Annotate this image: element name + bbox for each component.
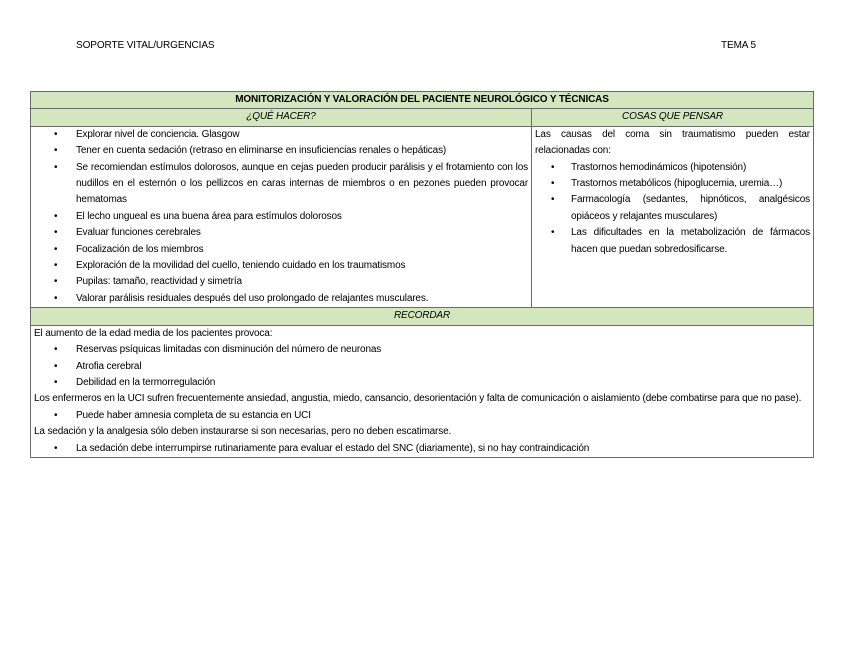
list-item: • Explorar nivel de conciencia. Glasgow — [76, 127, 528, 143]
recordar-list-1 — [34, 342, 810, 391]
list-item: • Debilidad en la termorregulación — [76, 375, 810, 391]
list-item: • Puede haber amnesia completa de su estancia en UCI — [76, 408, 810, 424]
recordar-paragraph-3: La sedación y la analgesia sólo deben instaurarse si son necesarias, pero no deben escatimarse. — [34, 426, 452, 438]
recordar-list-2 — [34, 408, 810, 424]
list-item: • Evaluar funciones cerebrales — [76, 225, 528, 241]
que-hacer-cell — [31, 126, 532, 307]
list-item: • Exploración de la movilidad del cuello, teniendo cuidado en los traumatismos — [76, 258, 528, 274]
list-item: • Focalización de los miembros — [76, 242, 528, 258]
column-header-cosas-pensar: COSAS QUE PENSAR — [532, 109, 814, 126]
list-item: • Tener en cuenta sedación (retraso en eliminarse en insuficiencias renales o hepáticas) — [76, 143, 528, 159]
list-item: • Pupilas: tamaño, reactividad y simetría — [76, 274, 528, 290]
cosas-pensar-cell — [532, 126, 814, 307]
list-item: • Valorar parálisis residuales después del uso prolongado de relajantes musculares. — [76, 291, 528, 307]
recordar-cell — [31, 325, 814, 457]
list-item: • Reservas psíquicas limitadas con disminución del número de neuronas — [76, 342, 810, 358]
recordar-list-3 — [34, 441, 810, 457]
list-item: • La sedación debe interrumpirse rutinariamente para evaluar el estado del SNC (diariamente), si no hay contraindicación — [76, 441, 810, 457]
list-item: • Trastornos metabólicos (hipoglucemia, uremia…) — [571, 176, 810, 192]
list-item: • Farmacología (sedantes, hipnóticos, analgésicos opiáceos y relajantes musculares) — [571, 192, 810, 225]
list-item: • El lecho ungueal es una buena área para estímulos dolorosos — [76, 209, 528, 225]
list-item: • Las dificultades en la metabolización de fármacos hacen que puedan sobredosificarse. — [571, 225, 810, 258]
content-table — [30, 91, 814, 458]
recordar-intro: El aumento de la edad media de los pacientes provoca: — [34, 327, 273, 339]
header-right: TEMA 5 — [721, 40, 756, 51]
recordar-paragraph-2: Los enfermeros en la UCI sufren frecuentemente ansiedad, angustia, miedo, cansancio, desorientación y falta de comunicación o aislamiento (debe combatirse para que no pase). — [34, 393, 802, 405]
list-item: • Atrofia cerebral — [76, 359, 810, 375]
list-item: • Se recomiendan estímulos dolorosos, aunque en cejas pueden producir parálisis y el frotamiento con los nudillos en el esternón o los pellizcos en caras internas de miembros o en pezones pueden provocar hematomas — [76, 160, 528, 209]
cosas-list — [535, 160, 810, 258]
recordar-header: RECORDAR — [31, 308, 814, 325]
que-hacer-list — [34, 127, 528, 307]
column-header-que-hacer: ¿QUÉ HACER? — [31, 109, 532, 126]
table-title: MONITORIZACIÓN Y VALORACIÓN DEL PACIENTE NEUROLÓGICO Y TÉCNICAS — [31, 92, 814, 109]
list-item: • Trastornos hemodinámicos (hipotensión) — [571, 160, 810, 176]
cosas-intro: Las causas del coma sin traumatismo pueden estar relacionadas con: — [535, 128, 810, 157]
header-left: SOPORTE VITAL/URGENCIAS — [76, 40, 215, 51]
